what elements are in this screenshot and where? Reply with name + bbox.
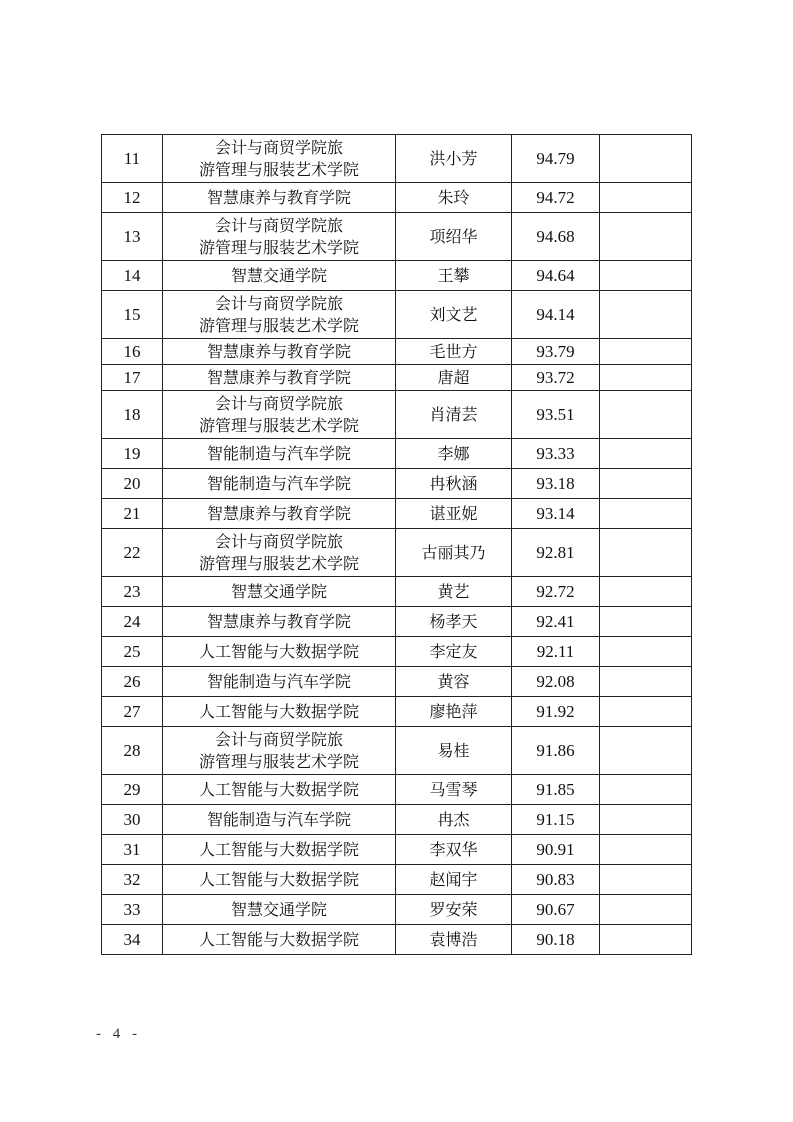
student-name-cell: 冉秋涵 <box>396 469 512 499</box>
table-row <box>102 339 692 365</box>
table-row <box>102 499 692 529</box>
row-number-cell: 12 <box>102 183 163 213</box>
college-cell <box>163 637 396 667</box>
row-number-cell: 34 <box>102 925 163 955</box>
college-name-line: 会计与商贸学院旅 <box>214 393 343 413</box>
student-name-cell: 朱玲 <box>396 183 512 213</box>
table-row <box>102 607 692 637</box>
score-cell: 94.79 <box>512 135 600 183</box>
row-number-cell: 14 <box>102 261 163 291</box>
college-name-line: 人工智能与大数据学院 <box>198 839 359 859</box>
college-cell <box>163 775 396 805</box>
college-name-line: 游管理与服装艺术学院 <box>198 751 359 771</box>
student-name-cell: 廖艳萍 <box>396 697 512 727</box>
table-row <box>102 667 692 697</box>
note-cell <box>600 339 692 365</box>
college-cell <box>163 667 396 697</box>
row-number-cell: 18 <box>102 391 163 439</box>
row-number-cell: 26 <box>102 667 163 697</box>
note-cell <box>600 213 692 261</box>
student-name-cell: 肖清芸 <box>396 391 512 439</box>
table-row <box>102 391 692 439</box>
college-cell <box>163 925 396 955</box>
score-cell: 91.15 <box>512 805 600 835</box>
student-name-cell: 王攀 <box>396 261 512 291</box>
college-cell <box>163 135 396 183</box>
table-row <box>102 577 692 607</box>
student-name-cell: 李定友 <box>396 637 512 667</box>
college-name-line: 智慧康养与教育学院 <box>206 503 351 523</box>
college-name-line: 智慧交通学院 <box>230 265 327 285</box>
row-number-cell: 23 <box>102 577 163 607</box>
row-number-cell: 28 <box>102 727 163 775</box>
college-name-line: 游管理与服装艺术学院 <box>198 315 359 335</box>
score-cell: 90.91 <box>512 835 600 865</box>
score-cell: 93.72 <box>512 365 600 391</box>
college-name-line: 智慧康养与教育学院 <box>206 187 351 207</box>
score-cell: 94.64 <box>512 261 600 291</box>
table-row <box>102 213 692 261</box>
score-cell: 92.72 <box>512 577 600 607</box>
score-cell: 93.14 <box>512 499 600 529</box>
college-name-line: 智慧交通学院 <box>230 899 327 919</box>
page-number: - 4 - <box>96 1026 141 1042</box>
student-name-cell: 罗安荣 <box>396 895 512 925</box>
college-name-line: 智慧交通学院 <box>230 581 327 601</box>
college-cell <box>163 439 396 469</box>
table-row <box>102 775 692 805</box>
table-row <box>102 261 692 291</box>
table-row <box>102 183 692 213</box>
college-name-line: 人工智能与大数据学院 <box>198 929 359 949</box>
score-cell: 90.18 <box>512 925 600 955</box>
student-name-cell: 黄艺 <box>396 577 512 607</box>
row-number-cell: 33 <box>102 895 163 925</box>
student-name-cell: 项绍华 <box>396 213 512 261</box>
score-cell: 93.51 <box>512 391 600 439</box>
college-cell <box>163 895 396 925</box>
row-number-cell: 16 <box>102 339 163 365</box>
table-row <box>102 529 692 577</box>
score-cell: 92.11 <box>512 637 600 667</box>
row-number-cell: 21 <box>102 499 163 529</box>
note-cell <box>600 805 692 835</box>
note-cell <box>600 577 692 607</box>
college-cell <box>163 529 396 577</box>
row-number-cell: 17 <box>102 365 163 391</box>
college-name-line: 游管理与服装艺术学院 <box>198 159 359 179</box>
student-name-cell: 黄容 <box>396 667 512 697</box>
score-cell: 92.81 <box>512 529 600 577</box>
college-name-line: 会计与商贸学院旅 <box>214 215 343 235</box>
student-name-cell: 李双华 <box>396 835 512 865</box>
note-cell <box>600 135 692 183</box>
college-cell <box>163 499 396 529</box>
table-row <box>102 365 692 391</box>
results-table <box>101 134 692 955</box>
student-name-cell: 唐超 <box>396 365 512 391</box>
college-name-line: 人工智能与大数据学院 <box>198 641 359 661</box>
college-cell <box>163 805 396 835</box>
row-number-cell: 24 <box>102 607 163 637</box>
college-cell <box>163 291 396 339</box>
college-name-line: 智慧康养与教育学院 <box>206 611 351 631</box>
college-cell <box>163 391 396 439</box>
note-cell <box>600 727 692 775</box>
row-number-cell: 22 <box>102 529 163 577</box>
table-row <box>102 925 692 955</box>
note-cell <box>600 835 692 865</box>
college-cell <box>163 835 396 865</box>
college-name-line: 智能制造与汽车学院 <box>206 443 351 463</box>
college-name-line: 游管理与服装艺术学院 <box>198 415 359 435</box>
note-cell <box>600 697 692 727</box>
student-name-cell: 杨孝天 <box>396 607 512 637</box>
college-name-line: 智能制造与汽车学院 <box>206 473 351 493</box>
score-cell: 94.68 <box>512 213 600 261</box>
college-name-line: 人工智能与大数据学院 <box>198 701 359 721</box>
row-number-cell: 32 <box>102 865 163 895</box>
note-cell <box>600 391 692 439</box>
note-cell <box>600 183 692 213</box>
score-cell: 91.85 <box>512 775 600 805</box>
row-number-cell: 31 <box>102 835 163 865</box>
table-row <box>102 697 692 727</box>
table-row <box>102 727 692 775</box>
student-name-cell: 袁博浩 <box>396 925 512 955</box>
results-table-body <box>102 135 692 955</box>
note-cell <box>600 865 692 895</box>
note-cell <box>600 775 692 805</box>
college-cell <box>163 365 396 391</box>
table-row <box>102 291 692 339</box>
student-name-cell: 谌亚妮 <box>396 499 512 529</box>
college-name-line: 会计与商贸学院旅 <box>214 531 343 551</box>
college-name-line: 智能制造与汽车学院 <box>206 671 351 691</box>
college-name-line: 人工智能与大数据学院 <box>198 869 359 889</box>
college-cell <box>163 697 396 727</box>
row-number-cell: 27 <box>102 697 163 727</box>
score-cell: 93.33 <box>512 439 600 469</box>
note-cell <box>600 637 692 667</box>
college-cell <box>163 183 396 213</box>
college-name-line: 人工智能与大数据学院 <box>198 779 359 799</box>
student-name-cell: 毛世方 <box>396 339 512 365</box>
college-cell <box>163 577 396 607</box>
college-name-line: 智慧康养与教育学院 <box>206 367 351 387</box>
college-cell <box>163 727 396 775</box>
score-cell: 91.92 <box>512 697 600 727</box>
row-number-cell: 19 <box>102 439 163 469</box>
note-cell <box>600 925 692 955</box>
college-name-line: 智慧康养与教育学院 <box>206 341 351 361</box>
note-cell <box>600 469 692 499</box>
note-cell <box>600 291 692 339</box>
table-row <box>102 135 692 183</box>
college-name-line: 会计与商贸学院旅 <box>214 137 343 157</box>
row-number-cell: 30 <box>102 805 163 835</box>
college-cell <box>163 865 396 895</box>
table-row <box>102 805 692 835</box>
college-name-line: 智能制造与汽车学院 <box>206 809 351 829</box>
score-cell: 90.83 <box>512 865 600 895</box>
student-name-cell: 古丽其乃 <box>396 529 512 577</box>
row-number-cell: 13 <box>102 213 163 261</box>
score-cell: 93.79 <box>512 339 600 365</box>
college-name-line: 游管理与服装艺术学院 <box>198 237 359 257</box>
college-name-line: 会计与商贸学院旅 <box>214 729 343 749</box>
row-number-cell: 25 <box>102 637 163 667</box>
note-cell <box>600 607 692 637</box>
table-row <box>102 895 692 925</box>
note-cell <box>600 261 692 291</box>
row-number-cell: 29 <box>102 775 163 805</box>
college-name-line: 游管理与服装艺术学院 <box>198 553 359 573</box>
student-name-cell: 冉杰 <box>396 805 512 835</box>
row-number-cell: 15 <box>102 291 163 339</box>
note-cell <box>600 667 692 697</box>
score-cell: 93.18 <box>512 469 600 499</box>
note-cell <box>600 529 692 577</box>
table-row <box>102 637 692 667</box>
note-cell <box>600 895 692 925</box>
college-cell <box>163 469 396 499</box>
score-cell: 94.72 <box>512 183 600 213</box>
college-cell <box>163 213 396 261</box>
note-cell <box>600 365 692 391</box>
score-cell: 92.08 <box>512 667 600 697</box>
note-cell <box>600 499 692 529</box>
score-cell: 91.86 <box>512 727 600 775</box>
table-row <box>102 865 692 895</box>
score-cell: 94.14 <box>512 291 600 339</box>
college-cell <box>163 339 396 365</box>
college-name-line: 会计与商贸学院旅 <box>214 293 343 313</box>
student-name-cell: 刘文艺 <box>396 291 512 339</box>
college-cell <box>163 607 396 637</box>
table-row <box>102 439 692 469</box>
student-name-cell: 洪小芳 <box>396 135 512 183</box>
table-row <box>102 835 692 865</box>
college-cell <box>163 261 396 291</box>
score-cell: 90.67 <box>512 895 600 925</box>
student-name-cell: 易桂 <box>396 727 512 775</box>
note-cell <box>600 439 692 469</box>
student-name-cell: 马雪琴 <box>396 775 512 805</box>
row-number-cell: 11 <box>102 135 163 183</box>
score-cell: 92.41 <box>512 607 600 637</box>
student-name-cell: 李娜 <box>396 439 512 469</box>
row-number-cell: 20 <box>102 469 163 499</box>
student-name-cell: 赵闻宇 <box>396 865 512 895</box>
table-row <box>102 469 692 499</box>
